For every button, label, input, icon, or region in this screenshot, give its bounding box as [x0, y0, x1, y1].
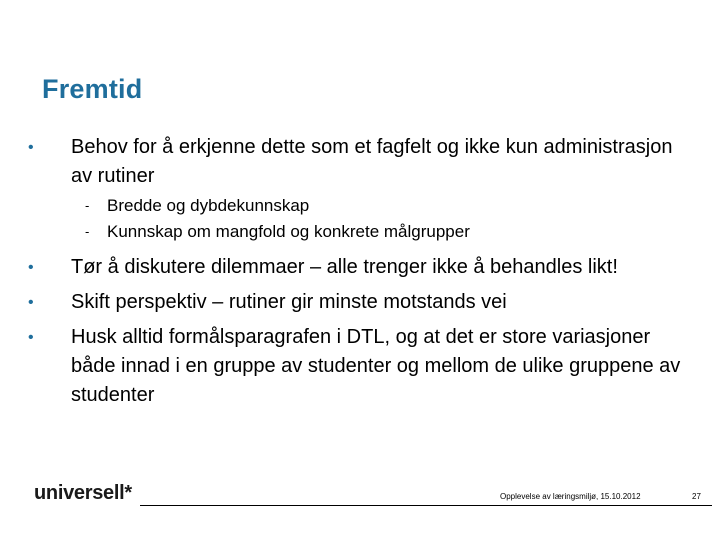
sub-bullet-item — [28, 193, 688, 219]
footer-divider — [140, 505, 712, 506]
bullet-text: Tør å diskutere dilemmaer – alle trenger ikke å behandles likt! — [71, 256, 618, 278]
bullet-list — [28, 133, 688, 412]
sub-bullet-text: Kunnskap om mangfold og konkrete målgrupper — [107, 222, 470, 241]
sub-bullet-text: Bredde og dybdekunnskap — [107, 196, 310, 215]
footer-text: Opplevelse av læringsmiljø, 15.10.2012 — [500, 492, 641, 501]
bullet-text: Behov for å erkjenne dette som et fagfelt og ikke kun administrasjon av rutiner — [71, 136, 673, 187]
bullet-marker: • — [28, 329, 34, 346]
bullet-marker: • — [28, 139, 34, 156]
bullet-item — [28, 323, 688, 410]
sub-bullet-marker: - — [85, 198, 90, 213]
bullet-item — [28, 288, 688, 317]
universell-logo: universell* — [34, 482, 132, 504]
bullet-text: Skift perspektiv – rutiner gir minste motstands vei — [71, 291, 507, 313]
sub-bullet-item — [28, 219, 688, 245]
bullet-marker: • — [28, 294, 34, 311]
bullet-text: Husk alltid formålsparagrafen i DTL, og at det er store variasjoner både innad i en gruppe av studenter og mellom de ulike gruppene av studenter — [71, 326, 681, 406]
sub-bullet-marker: - — [85, 224, 90, 239]
slide-title: Fremtid — [42, 74, 143, 104]
bullet-item — [28, 253, 688, 282]
bullet-item — [28, 133, 688, 191]
page-number: 27 — [692, 492, 701, 501]
sub-bullet-list — [28, 193, 688, 245]
bullet-marker: • — [28, 259, 34, 276]
